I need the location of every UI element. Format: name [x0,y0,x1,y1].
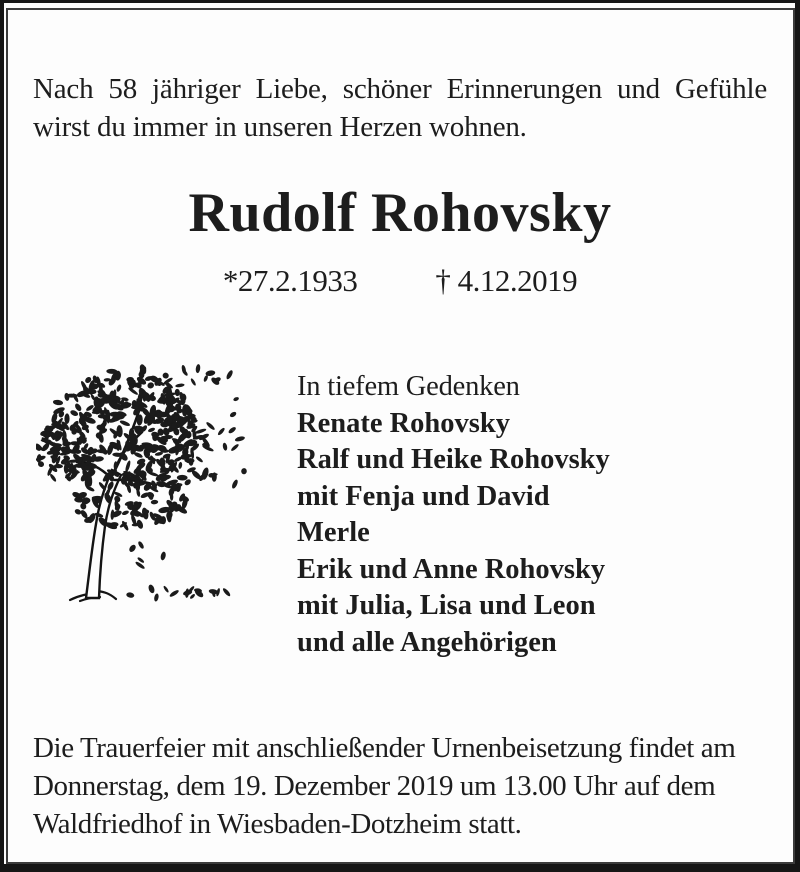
memorial-line: und alle Angehörigen [297,626,557,658]
funeral-line: Donnerstag, dem 19. Dezember 2019 um 13.00 Uhr auf dem [33,770,716,802]
birth-date: *27.2.1933 [222,263,358,298]
funeral-details [33,729,773,843]
epitaph [33,71,767,146]
memorial-line: Merle [297,517,370,548]
memorial-line: Erik und Anne Rohovsky [297,553,606,585]
tree-leaves [36,363,247,601]
memorial-line: mit Fenja und David [297,480,550,512]
memorial-line: In tiefem Gedenken [297,371,520,402]
funeral-line: Waldfriedhof in Wiesbaden-Dotzheim statt. [33,808,522,840]
memorial-line: mit Julia, Lisa und Leon [297,590,596,621]
windswept-tree-illustration [36,352,264,604]
deceased-name: Rudolf Rohovsky [188,182,612,244]
funeral-line: Die Trauerfeier mit anschließender Urnenbeisetzung findet am [33,732,736,764]
death-date: † 4.12.2019 [435,263,578,298]
life-dates-row [0,261,800,301]
memorial-list [297,369,610,661]
memorial-line: Ralf und Heike Rohovsky [297,444,610,475]
epitaph-line: wirst du immer in unseren Herzen wohnen. [33,110,527,143]
epitaph-line: Nach 58 jähriger Liebe, schöner Erinnerungen und Gefühle [33,73,767,105]
memorial-line: Renate Rohovsky [297,407,510,439]
